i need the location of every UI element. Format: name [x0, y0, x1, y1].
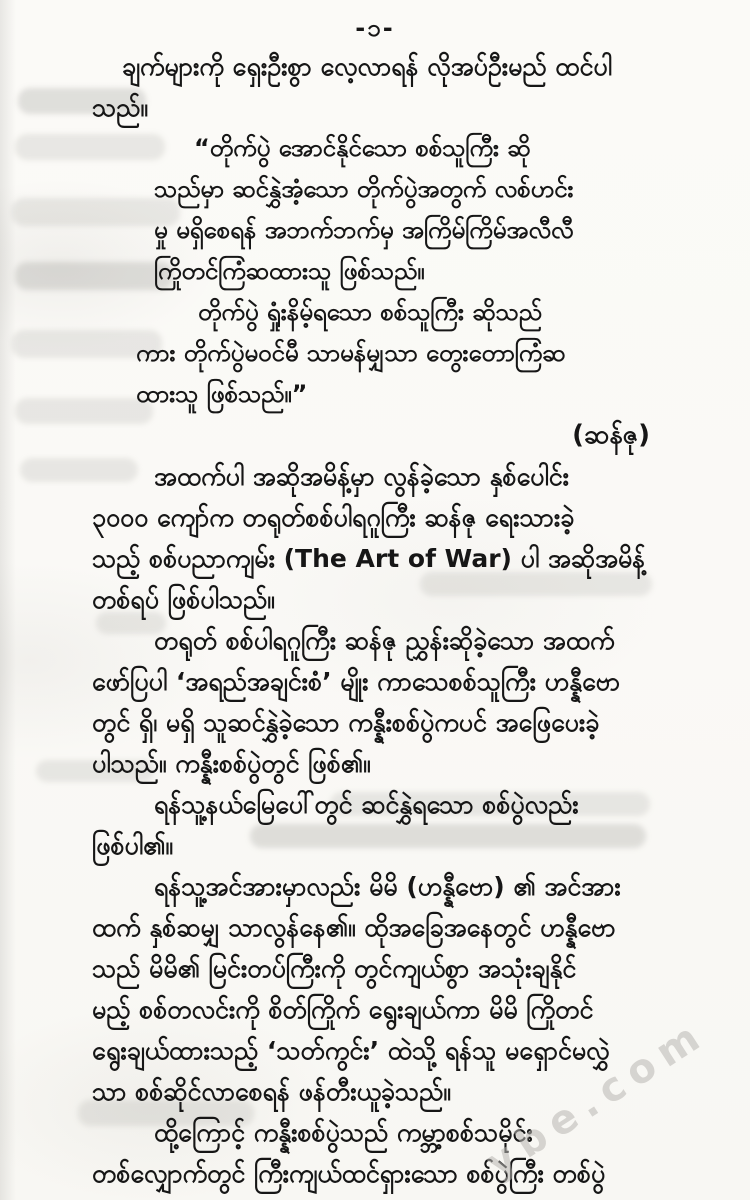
text-line: အထက်ပါ အဆိုအမိန့်မှာ လွန်ခဲ့သော နှစ်ပေါင်း	[154, 462, 569, 491]
paragraph	[92, 866, 672, 1112]
text-line: ကြိုတင်ကြံဆထားသူ ဖြစ်သည်။	[154, 257, 425, 285]
paragraph	[92, 620, 672, 784]
quote-attribution: (ဆန်ဇု)	[572, 420, 650, 450]
text-line: သည် မိမိ၏ မြင်းတပ်ကြီးကို တွင်ကျယ်စွာ အသုံးချနိုင်	[92, 954, 577, 983]
text-line: မည့် စစ်တလင်းကို စိတ်ကြိုက် ရွေးချယ်ကာ မိမိ ကြိုတင်	[92, 995, 594, 1024]
text-line: ရန်သူ့နယ်မြေပေါ်တွင် ဆင်နွှဲရသော စစ်ပွဲလည်း	[154, 790, 579, 819]
text-line: ၃၀၀၀ ကျော်က တရုတ်စစ်ပါရဂူကြီး ဆန်ဇု ရေးသားခဲ့	[92, 503, 575, 532]
quote-second-stanza	[136, 292, 672, 415]
text-line: သည့် စစ်ပညာကျမ်း (The Art of War) ပါ အဆိုအမိန့်	[92, 544, 646, 573]
scan-edge-shadow	[0, 0, 16, 1200]
text-line: တိုက်ပွဲ ရှုံးနိမ့်ရသော စစ်သူကြီး ဆိုသည်	[198, 298, 542, 326]
text-line: တစ်ရပ် ဖြစ်ပါသည်။	[92, 585, 275, 614]
text-line: မှု မရှိစေရန် အဘက်ဘက်မှ အကြိမ်ကြိမ်အလီလီ	[154, 216, 574, 244]
page-number: -၁-	[355, 14, 395, 42]
site-watermark: ybe.com	[478, 1010, 716, 1187]
text-line: ရွေးချယ်ထားသည့် ‘သတ်ကွင်း’ ထဲသို့ ရန်သူ မရှောင်မလွှဲ	[92, 1036, 610, 1065]
text-line: တစ်လျှောက်တွင် ကြီးကျယ်ထင်ရှားသော စစ်ပွဲကြီး တစ်ပွဲ	[92, 1159, 606, 1188]
text-line: “တိုက်ပွဲ အောင်နိုင်သော စစ်သူကြီး ဆို	[194, 134, 531, 162]
text-line: ချက်များကို ရှေးဦးစွာ လေ့လာရန် လိုအပ်ဦးမည် ထင်ပါ	[122, 52, 612, 81]
text-line: ဖြစ်ပါ၏။	[92, 831, 173, 860]
text-line: ကား တိုက်ပွဲမဝင်မီ သာမန်မျှသာ တွေးတောကြံဆ	[136, 339, 566, 367]
quote-block	[136, 128, 672, 415]
paragraph	[92, 784, 672, 866]
paragraph	[92, 46, 672, 128]
text-line: သည်။	[92, 93, 148, 122]
text-line: ပါသည်။ ကန္နီးစစ်ပွဲတွင် ဖြစ်၏။	[92, 749, 371, 778]
text-line: ထက် နှစ်ဆမျှ သာလွန်နေ၏။ ထိုအခြေအနေတွင် ဟန္နီဗော	[92, 913, 616, 942]
text-line: တွင် ရှိ၊ မရှိ သူဆင်နွှဲခဲ့သော ကန္နီးစစ်ပွဲကပင် အဖြေပေးခဲ့	[92, 708, 600, 737]
text-line: ထို့ကြောင့် ကန္နီးစစ်ပွဲသည် ကမ္ဘာ့စစ်သမိုင်း	[154, 1118, 533, 1147]
paragraph	[92, 456, 672, 620]
text-line: ထားသူ ဖြစ်သည်။”	[136, 380, 308, 408]
text-line: ဖော်ပြပါ ‘အရည်အချင်းစံ’ မျိုး ကာသေစစ်သူကြီး ဟန္နီဗော	[92, 667, 621, 696]
text-column	[92, 46, 672, 1200]
text-line: တရုတ် စစ်ပါရဂူကြီး ဆန်ဇု ညွှန်းဆိုခဲ့သော အထက်	[154, 626, 615, 655]
text-line: သာ စစ်ဆိုင်လာစေရန် ဖန်တီးယူခဲ့သည်။	[92, 1077, 451, 1106]
text-line: ရန်သူ့အင်အားမှာလည်း မိမိ (ဟန္နီဗော) ၏ အင်အား	[154, 872, 621, 901]
text-line: သည်မှာ ဆင်နွှဲအံ့သော တိုက်ပွဲအတွက် လစ်ဟင်း	[154, 175, 574, 203]
